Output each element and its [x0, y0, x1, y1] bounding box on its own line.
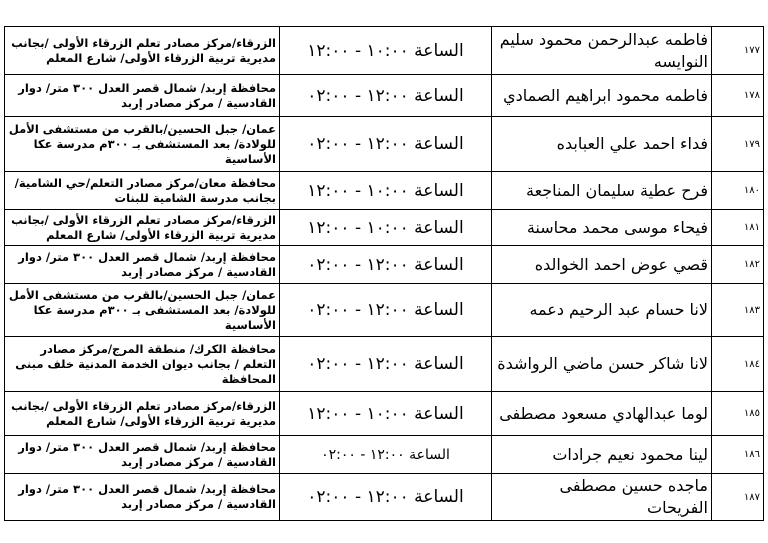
- row-number: ١٨٤: [712, 337, 764, 392]
- time-slot: الساعة ١٠:٠٠ - ١٢:٠٠: [280, 392, 492, 436]
- row-number: ١٨٥: [712, 392, 764, 436]
- row-number: ١٨١: [712, 210, 764, 246]
- row-number: ١٧٩: [712, 117, 764, 172]
- person-name: لانا شاكر حسن ماضي الرواشدة: [492, 337, 712, 392]
- time-slot: الساعة ١٢:٠٠ - ٠٢:٠٠: [280, 436, 492, 474]
- exam-location: الزرقاء/مركز مصادر تعلم الزرقاء الأولى /بجانب مديرية تربية الزرقاء الأولى/ شارع المعلم: [5, 392, 280, 436]
- row-number: ١٨٠: [712, 172, 764, 210]
- table-row: [5, 210, 764, 246]
- row-number: ١٨٦: [712, 436, 764, 474]
- exam-location: محافظة إربد/ شمال قصر العدل ٣٠٠ متر/ دوار القادسية / مركز مصادر إربد: [5, 436, 280, 474]
- row-number: ١٨٢: [712, 246, 764, 284]
- table-row: [5, 474, 764, 521]
- exam-location: الزرقاء/مركز مصادر تعلم الزرقاء الأولى /بجانب مديرية تربية الزرقاء الأولى/ شارع المعلم: [5, 210, 280, 246]
- table-row: [5, 392, 764, 436]
- person-name: فيحاء موسى محمد محاسنة: [492, 210, 712, 246]
- time-slot: الساعة ١٢:٠٠ - ٠٢:٠٠: [280, 284, 492, 337]
- person-name: فرح عطية سليمان المناجعة: [492, 172, 712, 210]
- row-number: ١٧٧: [712, 27, 764, 75]
- table-row: [5, 284, 764, 337]
- table-row: [5, 117, 764, 172]
- exam-location: محافظة معان/مركز مصادر التعلم/حي الشامية/ بجانب مدرسة الشامية للبنات: [5, 172, 280, 210]
- exam-location: محافظة إربد/ شمال قصر العدل ٣٠٠ متر/ دوار القادسية / مركز مصادر إربد: [5, 246, 280, 284]
- schedule-table: [4, 26, 764, 521]
- row-number: ١٨٣: [712, 284, 764, 337]
- table-row: [5, 436, 764, 474]
- time-slot: الساعة ١٠:٠٠ - ١٢:٠٠: [280, 172, 492, 210]
- exam-location: محافظة إربد/ شمال قصر العدل ٣٠٠ متر/ دوار القادسية / مركز مصادر إربد: [5, 75, 280, 117]
- exam-location: محافظة الكرك/ منطقة المرج/مركز مصادر التعلم / بجانب ديوان الخدمة المدنية خلف مبنى المحافظة: [5, 337, 280, 392]
- person-name: فاطمه عبدالرحمن محمود سليم النوايسه: [492, 27, 712, 75]
- table-row: [5, 172, 764, 210]
- person-name: لينا محمود نعيم جرادات: [492, 436, 712, 474]
- person-name: فاطمه محمود ابراهيم الصمادي: [492, 75, 712, 117]
- exam-location: محافظة إربد/ شمال قصر العدل ٣٠٠ متر/ دوار القادسية / مركز مصادر إربد: [5, 474, 280, 521]
- person-name: لوما عبدالهادي مسعود مصطفى: [492, 392, 712, 436]
- table-row: [5, 75, 764, 117]
- schedule-body: [5, 27, 764, 521]
- table-row: [5, 246, 764, 284]
- exam-location: عمان/ جبل الحسين/بالقرب من مستشفى الأمل للولادة/ بعد المستشفى بـ ٣٠٠م مدرسة عكا الأساسية: [5, 117, 280, 172]
- row-number: ١٧٨: [712, 75, 764, 117]
- exam-location: عمان/ جبل الحسين/بالقرب من مستشفى الأمل للولادة/ بعد المستشفى بـ ٣٠٠م مدرسة عكا الأساسية: [5, 284, 280, 337]
- time-slot: الساعة ١٢:٠٠ - ٠٢:٠٠: [280, 474, 492, 521]
- time-slot: الساعة ١٠:٠٠ - ١٢:٠٠: [280, 27, 492, 75]
- row-number: ١٨٧: [712, 474, 764, 521]
- time-slot: الساعة ١٢:٠٠ - ٠٢:٠٠: [280, 117, 492, 172]
- person-name: ماجده حسين مصطفى الفريحات: [492, 474, 712, 521]
- person-name: لانا حسام عبد الرحيم دعمه: [492, 284, 712, 337]
- person-name: قصي عوض احمد الخوالده: [492, 246, 712, 284]
- time-slot: الساعة ١٢:٠٠ - ٠٢:٠٠: [280, 246, 492, 284]
- table-row: [5, 27, 764, 75]
- person-name: فداء احمد علي العبابده: [492, 117, 712, 172]
- table-row: [5, 337, 764, 392]
- time-slot: الساعة ١٠:٠٠ - ١٢:٠٠: [280, 210, 492, 246]
- exam-location: الزرقاء/مركز مصادر تعلم الزرقاء الأولى /بجانب مديرية تربية الزرقاء الأولى/ شارع المعلم: [5, 27, 280, 75]
- time-slot: الساعة ١٢:٠٠ - ٠٢:٠٠: [280, 337, 492, 392]
- time-slot: الساعة ١٢:٠٠ - ٠٢:٠٠: [280, 75, 492, 117]
